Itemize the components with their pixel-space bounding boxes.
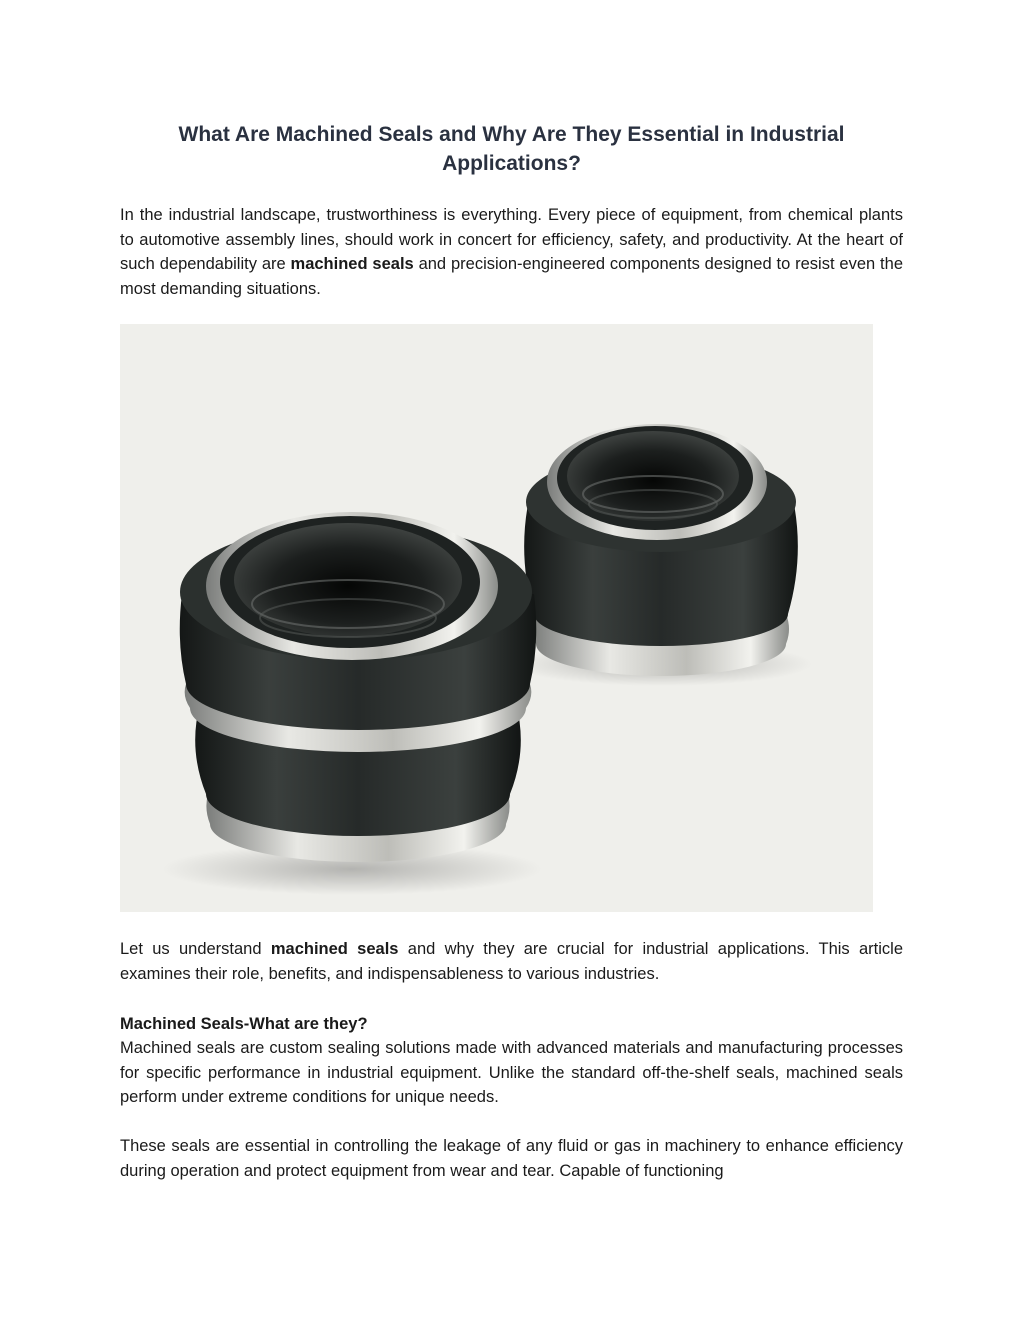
understand-text-after: and why they are crucial for industrial applications. This article examines their role, benefits, and indispensableness to various industries. xyxy=(120,940,903,983)
seals-illustration xyxy=(120,324,873,912)
understand-text-before: Let us understand xyxy=(120,940,271,958)
title-line-1: What Are Machined Seals and Why Are They Essential in Industrial xyxy=(178,123,845,146)
section-paragraph-1: Machined seals are custom sealing solutions made with advanced materials and manufacturing processes for specific performance in industrial equipment. Unlike the standard off-the-shelf seals, machined seals perform under extreme conditions for unique needs. xyxy=(120,1039,903,1106)
machined-seals-image xyxy=(120,324,873,912)
understand-bold-term: machined seals xyxy=(270,940,399,958)
large-seal xyxy=(162,512,542,895)
understand-paragraph xyxy=(120,937,903,986)
intro-text-after: and precision-engineered components designed to resist even the most demanding situations. xyxy=(120,255,903,298)
section-paragraph-2: These seals are essential in controlling the leakage of any fluid or gas in machinery to enhance efficiency during operation and protect equipment from wear and tear. Capable of functioning xyxy=(120,1137,903,1180)
intro-paragraph xyxy=(120,203,903,301)
article-title xyxy=(120,120,903,178)
intro-bold-term: machined seals xyxy=(290,255,414,273)
small-seal xyxy=(512,424,812,686)
section-heading: Machined Seals-What are they? xyxy=(120,1015,368,1033)
title-line-2: Applications? xyxy=(442,152,581,175)
intro-text-before: In the industrial landscape, trustworthiness is everything. Every piece of equipment, from chemical plants to automotive assembly lines, should work in concert for efficiency, safety, and productivity. At the heart of such dependability are xyxy=(120,206,903,273)
